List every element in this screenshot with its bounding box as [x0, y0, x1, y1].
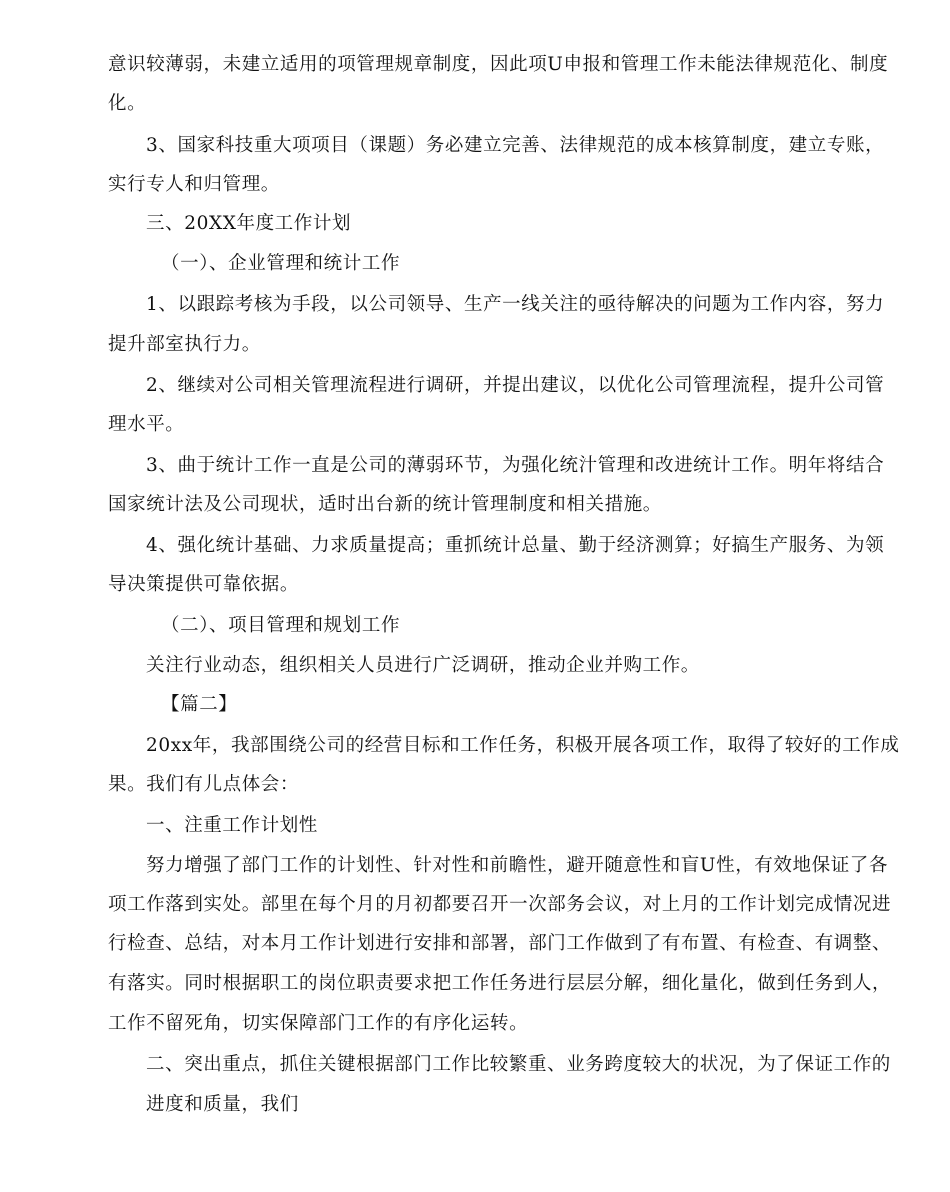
text-line: 工作不留死角，切实保障部门工作的有序化运转。 [108, 1013, 529, 1034]
text-line: 果。我们有儿点体会： [108, 774, 300, 795]
text-line: 提升部室执行力。 [108, 334, 261, 355]
text-line: 关注行业动态，组织相关人员进行广泛调研，推动企业并购工作。 [146, 655, 700, 676]
text-line: 3、国家科技重大项项目（课题）务必建立完善、法律规范的成本核算制度，建立专账， [146, 135, 885, 156]
text-line: 意识较薄弱，未建立适用的项管理规章制度，因此项U申报和管理工作未能法律规范化、制度 [108, 54, 889, 75]
text-line: 进度和质量，我们 [146, 1094, 299, 1115]
section-heading: 一、注重工作计划性 [146, 815, 318, 836]
text-line: 项工作落到实处。部里在每个月的月初都要召开一次部务会议，对上月的工作计划完成情况进 [108, 894, 892, 915]
text-line: 3、曲于统计工作一直是公司的薄弱环节，为强化统汁管理和改进统计工作。明年将结合 [146, 455, 885, 476]
text-line: 2、继续对公司相关管理流程进行调研，并提出建议，以优化公司管理流程，提升公司管 [146, 375, 885, 396]
part-heading: 【篇二】 [161, 694, 238, 715]
text-line: 理水平。 [108, 414, 185, 435]
text-line: 行检查、总结，对本月工作计划进行安排和部署，部门工作做到了有布置、有检查、有调整、 [108, 933, 892, 954]
text-line: 20xx年，我部围绕公司的经营目标和工作任务，积极开展各项工作，取得了较好的工作成 [146, 735, 900, 756]
subsection-heading: （二）、项目管理和规划工作 [161, 615, 401, 636]
text-line: 二、突出重点，抓住关键根据部门工作比较繁重、业务跨度较大的状况，为了保证工作的 [146, 1054, 891, 1075]
text-line: 实行专人和归管理。 [108, 174, 280, 195]
text-line: 1、以跟踪考核为手段，以公司领导、生产一线关注的亟待解决的问题为工作内容，努力 [146, 294, 885, 315]
subsection-heading: （一）、企业管理和统计工作 [161, 253, 401, 274]
section-heading: 三、20XX年度工作计划 [146, 213, 352, 234]
text-line: 化。 [108, 93, 147, 114]
text-line: 导决策提供可靠依据。 [108, 574, 300, 595]
text-line: 有落实。同时根据职工的岗位职责要求把工作任务进行层层分解，细化量化，做到任务到人， [108, 973, 892, 994]
text-line: 4、强化统计基础、力求质量提高；重抓统计总量、勤于经济测算；好搞生产服务、为领 [146, 535, 885, 556]
text-line: 国家统计法及公司现状，适时出台新的统计管理制度和相关措施。 [108, 494, 662, 515]
text-line: 努力增强了部门工作的计划性、针对性和前瞻性，避开随意性和盲U性，有效地保证了各 [146, 855, 888, 876]
